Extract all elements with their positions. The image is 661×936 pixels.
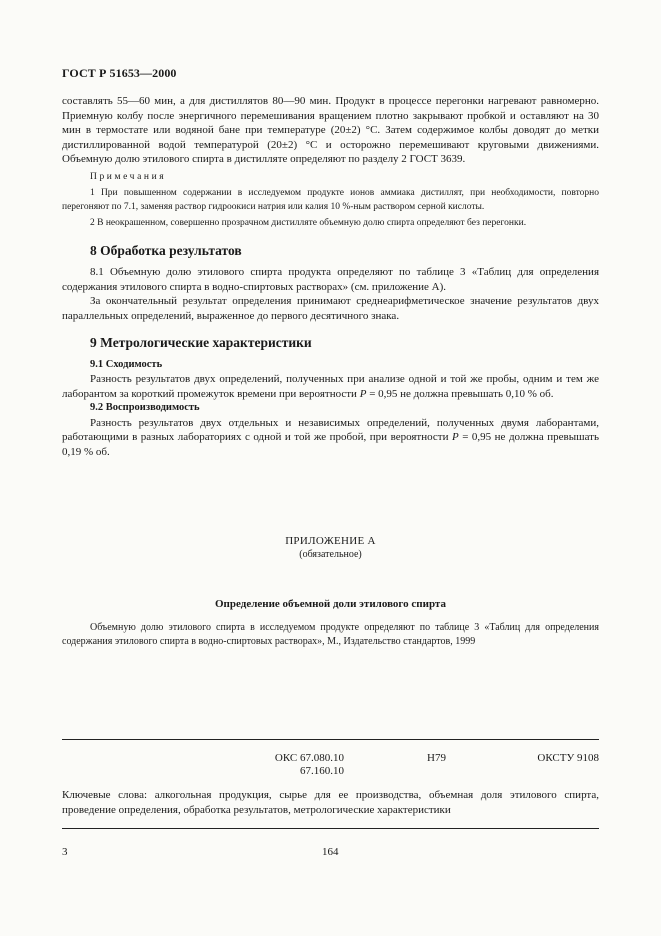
probability-symbol: Р — [359, 387, 367, 400]
keywords: Ключевые слова: алкогольная продукция, сырье для ее производства, объемная доля этилового спирта, проведение определения, обработка результатов, метрологические характеристики — [62, 789, 599, 816]
appendix-paragraph: Объемную долю этилового спирта в исследуемом продукте определяют по таблице 3 «Таблиц для определения содержания этилового спирта в водно-спиртовых растворах», М., Издательство стандартов, 1999 — [62, 622, 599, 647]
appendix-heading: Определение объемной доли этилового спирта — [215, 598, 446, 610]
oks-codes — [264, 752, 344, 778]
oks-code-2: 67.160.10 — [300, 765, 344, 777]
section-8-paragraph-2: За окончательный результат определения принимают среднеарифметическое значение результатов двух параллельных определений, выраженное до первого десятичного знака. — [62, 295, 599, 322]
section-8-heading: 8 Обработка результатов — [90, 242, 242, 258]
subsection-9-1-heading: 9.1 Сходимость — [90, 358, 163, 370]
section-8-paragraph-1: 8.1 Объемную долю этилового спирта продукта определяют по таблице 3 «Таблиц для определения содержания этилового спирта в водно-спиртовых растворах» (см. приложение А). — [62, 266, 599, 293]
divider-bottom — [62, 828, 599, 829]
main-text — [62, 94, 599, 459]
appendix-title: ПРИЛОЖЕНИЕ А — [285, 535, 376, 547]
probability-symbol: Р — [451, 431, 459, 443]
group-code: Н79 — [427, 752, 446, 764]
appendix-text-block — [62, 621, 599, 649]
section-9-heading: 9 Метрологические характеристики — [90, 335, 312, 350]
subsection-9-2-paragraph: Разность результатов двух отдельных и независимых определений, полученных двумя лаборантами, работающими в разных лабораториях с одной и той же пробой, при вероятности Р = 0,95 не должна превышать 0,19 % об. — [62, 416, 600, 458]
subsection-9-1-paragraph: Разность результатов двух определений, полученных при анализе одной и той же пробы, одним и тем же лаборантом за короткий промежуток времени при вероятности Р = 0,95 не должна превышать 0,10 % об. — [62, 373, 599, 400]
appendix-status: (обязательное) — [299, 549, 362, 560]
intro-paragraph: составлять 55—60 мин, а для дистиллятов 80—90 мин. Продукт в процессе перегонки нагревают равномерно. Приемную колбу после энергичного перемешивания вращением плотно закрывают пробкой и оставляют на 30 мин в термостате или водяной бане при температуре (20±2) °С. Затем содержимое колбы доводят до метки дистиллированной водой температурой (20±2) °С и осторожно перемешивают круговыми движениями. Объемную долю этилового спирта в дистилляте определяют по разделу 2 ГОСТ 3639. — [62, 95, 599, 165]
note-1: 1 При повышенном содержании в исследуемом продукте ионов аммиака дистиллят, при необходимости, повторно перегоняют по 7.1, заменяя раствор гидроокиси натрия или калия 10 %-ным раствором серной кислоты. — [62, 188, 599, 212]
standard-header: ГОСТ Р 51653—2000 — [62, 66, 177, 80]
oks-code-1: ОКС 67.080.10 — [274, 752, 344, 764]
note-2: 2 В неокрашенном, совершенно прозрачном дистилляте объемную долю спирта определяют без перегонки. — [90, 218, 527, 228]
appendix-title-block — [62, 535, 599, 561]
page-number-global: 164 — [322, 846, 339, 858]
notes-title: Примечания — [90, 171, 167, 182]
divider-top — [62, 739, 599, 740]
subsection-9-2-heading: 9.2 Воспроизводимость — [90, 402, 200, 413]
page-number-local: 3 — [62, 846, 68, 858]
okstu-code: ОКСТУ 9108 — [537, 752, 599, 764]
